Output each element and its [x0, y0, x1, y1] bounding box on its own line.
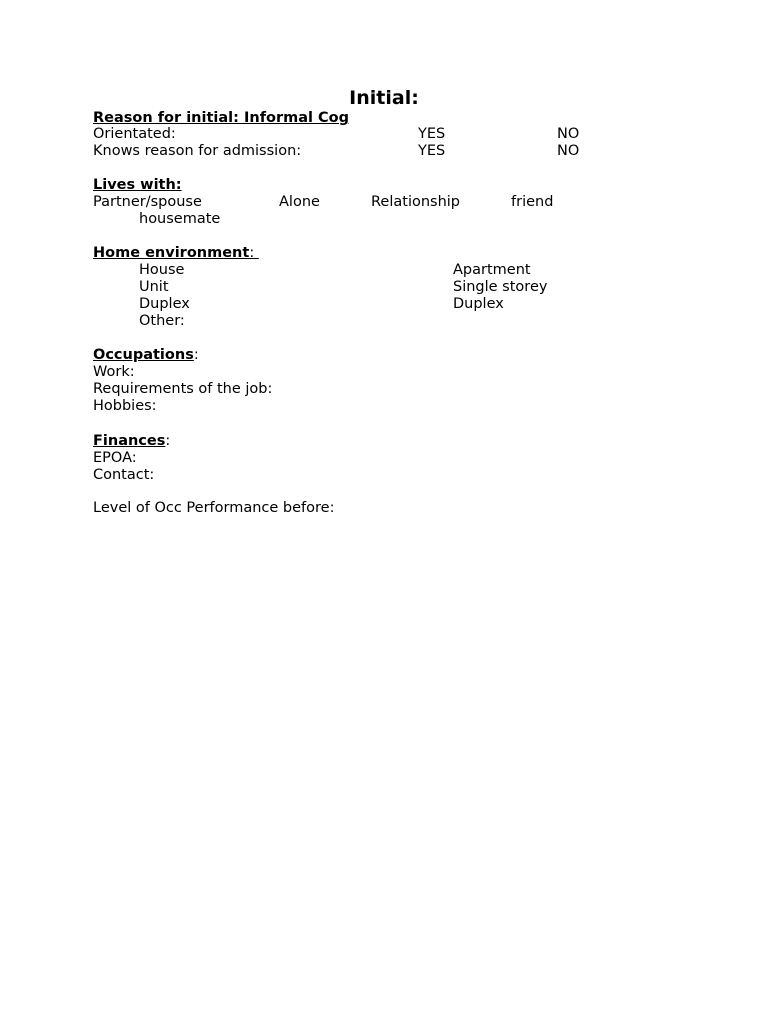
lives-with-heading: Lives with:	[93, 177, 182, 193]
lives-with-option-housemate: housemate	[139, 211, 221, 227]
occupations-hobbies: Hobbies:	[93, 398, 157, 414]
home-option-apartment: Apartment	[453, 262, 531, 278]
home-option-duplex-left: Duplex	[139, 296, 190, 312]
home-environment-heading	[93, 245, 259, 262]
orientated-no: NO	[557, 126, 580, 142]
finances-heading-suffix: :	[165, 433, 171, 449]
home-option-other: Other:	[139, 313, 185, 329]
occupations-heading-text: Occupations	[93, 347, 194, 363]
lives-with-option-partner: Partner/spouse	[93, 194, 202, 210]
home-option-duplex-right: Duplex	[453, 296, 504, 312]
home-environment-heading-suffix: :	[249, 245, 259, 261]
page-title: Initial:	[349, 87, 419, 109]
finances-heading	[93, 433, 170, 450]
lives-with-option-relationship: Relationship	[371, 194, 461, 210]
occupations-heading-suffix: :	[193, 347, 199, 363]
orientated-label: Orientated:	[93, 126, 176, 142]
finances-heading-text: Finances	[93, 433, 166, 449]
occupations-requirements: Requirements of the job:	[93, 381, 273, 397]
finances-epoa: EPOA:	[93, 450, 137, 466]
occupations-heading	[93, 347, 199, 364]
lives-with-option-friend: friend	[511, 194, 554, 210]
knows-reason-label: Knows reason for admission:	[93, 143, 302, 159]
reason-heading: Reason for initial: Informal Cog	[93, 110, 350, 126]
home-environment-heading-text: Home environment	[93, 245, 250, 261]
finances-contact: Contact:	[93, 467, 155, 483]
level-of-performance: Level of Occ Performance before:	[93, 500, 335, 516]
home-option-single-storey: Single storey	[453, 279, 548, 295]
knows-reason-no: NO	[557, 143, 580, 159]
orientated-yes: YES	[418, 126, 446, 142]
occupations-work: Work:	[93, 364, 135, 380]
lives-with-option-alone: Alone	[279, 194, 320, 210]
home-option-house: House	[139, 262, 185, 278]
knows-reason-yes: YES	[418, 143, 446, 159]
home-option-unit: Unit	[139, 279, 169, 295]
